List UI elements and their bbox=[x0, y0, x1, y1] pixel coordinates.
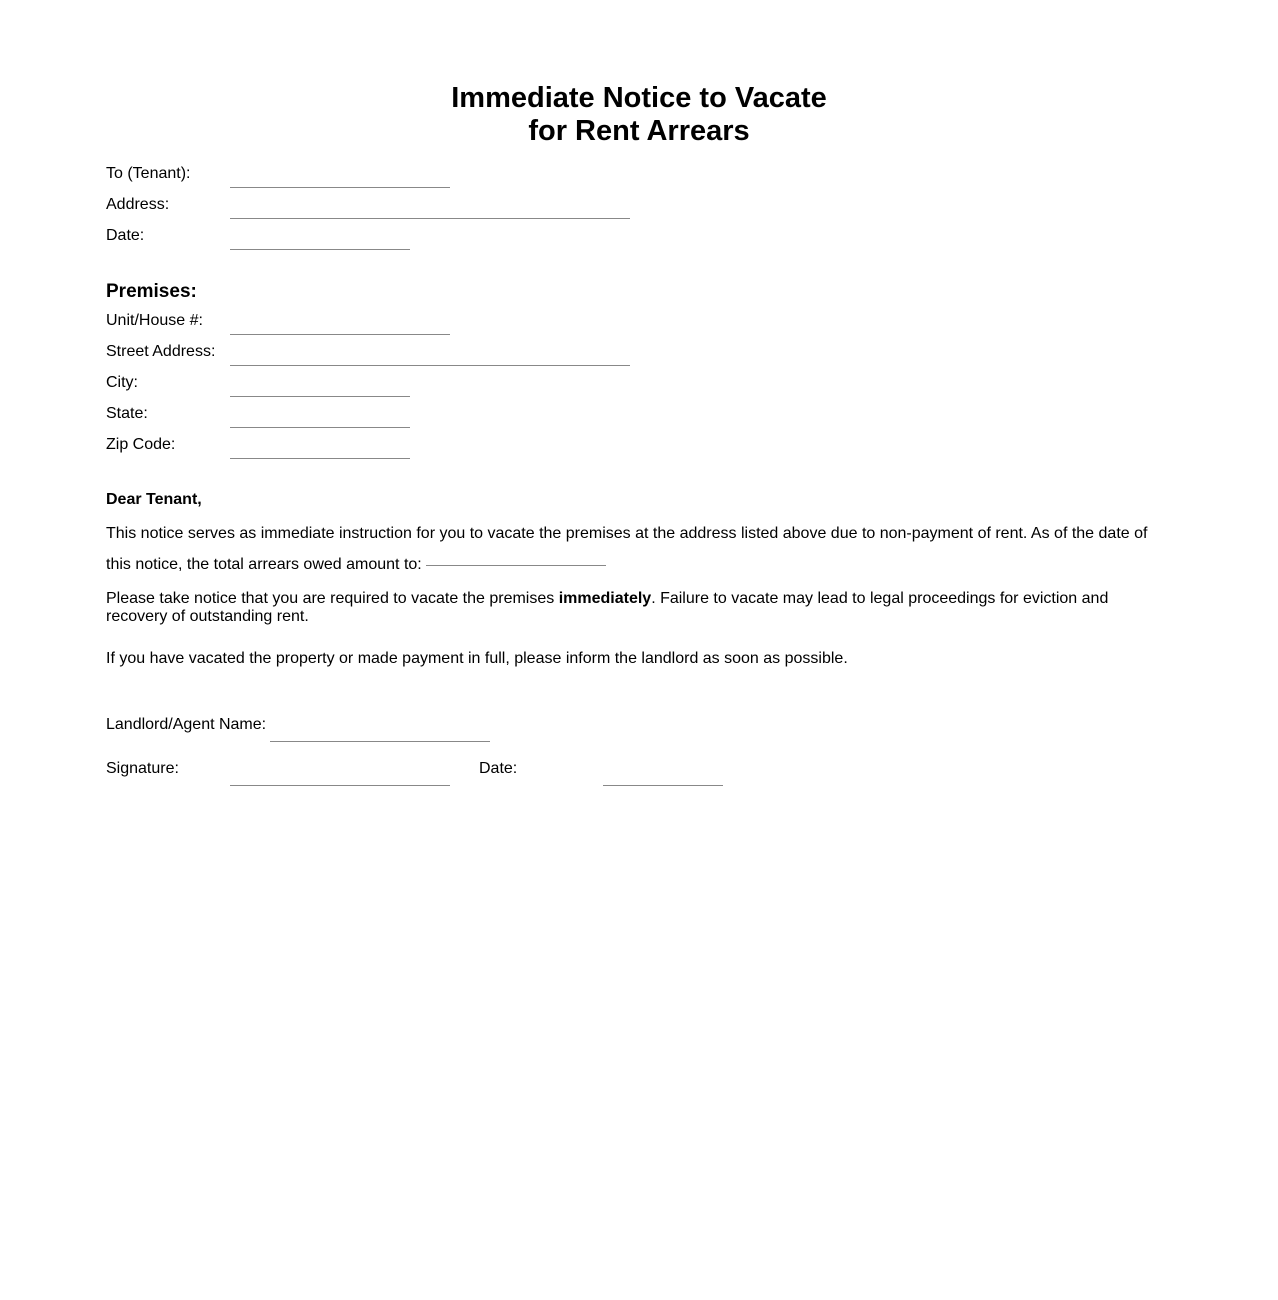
title-line-2: for Rent Arrears bbox=[528, 115, 750, 147]
address-label: Address: bbox=[106, 196, 170, 213]
city-field[interactable] bbox=[230, 396, 410, 397]
signoff-date-field[interactable] bbox=[603, 785, 723, 786]
page-title bbox=[0, 82, 1278, 148]
paragraph-2 bbox=[106, 590, 1166, 626]
street-field[interactable] bbox=[230, 365, 630, 366]
signature-label: Signature: bbox=[106, 760, 179, 777]
unit-label: Unit/House #: bbox=[106, 312, 203, 329]
landlord-name-field[interactable] bbox=[270, 741, 490, 742]
unit-field[interactable] bbox=[230, 334, 450, 335]
zip-field[interactable] bbox=[230, 458, 410, 459]
emphasis-immediately: immediately bbox=[558, 590, 652, 607]
paragraph-2-text-end: . Failure to vacate may lead to legal proceedings for eviction and recovery of outstanding rent. bbox=[106, 590, 1109, 625]
city-label: City: bbox=[106, 374, 138, 391]
arrears-amount-field[interactable] bbox=[426, 565, 606, 566]
paragraph-3: If you have vacated the property or made payment in full, please inform the landlord as soon as possible. bbox=[106, 650, 848, 667]
date-label: Date: bbox=[106, 227, 145, 244]
landlord-name-label: Landlord/Agent Name: bbox=[106, 716, 267, 733]
paragraph-1-line-2: this notice, the total arrears owed amount to: bbox=[106, 556, 422, 573]
to-tenant-field[interactable] bbox=[230, 187, 450, 188]
address-field[interactable] bbox=[230, 218, 630, 219]
state-label: State: bbox=[106, 405, 148, 422]
street-label: Street Address: bbox=[106, 343, 216, 360]
title-line-1: Immediate Notice to Vacate bbox=[451, 82, 827, 114]
paragraph-2-text: Please take notice that you are required to vacate the premises bbox=[106, 590, 559, 607]
salutation: Dear Tenant, bbox=[106, 491, 202, 508]
zip-label: Zip Code: bbox=[106, 436, 176, 453]
date-field[interactable] bbox=[230, 249, 410, 250]
to-tenant-label: To (Tenant): bbox=[106, 165, 191, 182]
paragraph-1-line-1: This notice serves as immediate instruction for you to vacate the premises at the address listed above due to non-payment of rent. As of the date of bbox=[106, 525, 1148, 542]
signature-field[interactable] bbox=[230, 785, 450, 786]
signoff-date-label: Date: bbox=[479, 760, 518, 777]
premises-heading: Premises: bbox=[106, 281, 197, 302]
state-field[interactable] bbox=[230, 427, 410, 428]
